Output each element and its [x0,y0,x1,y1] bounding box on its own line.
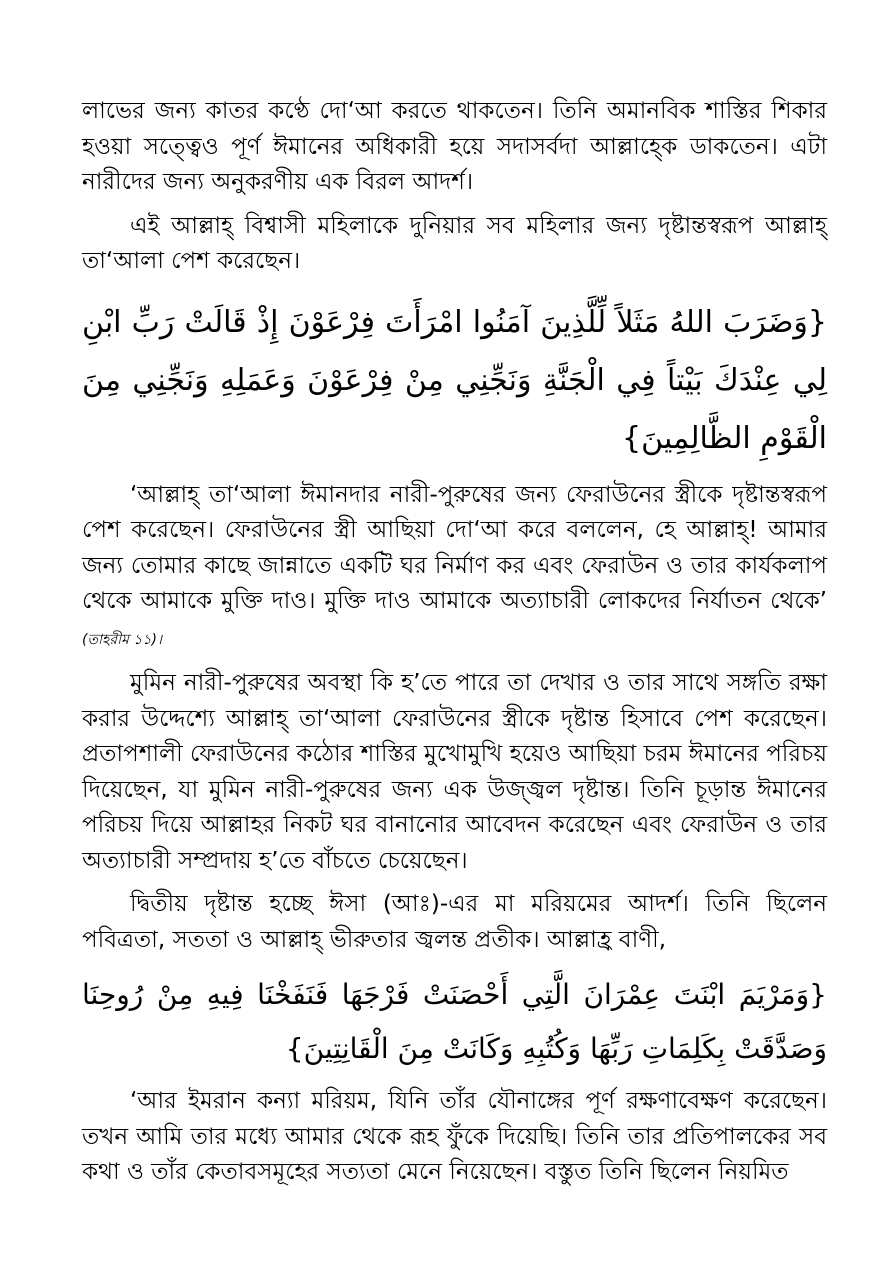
paragraph-4: মুমিন নারী-পুরুষের অবস্থা কি হ’তে পারে তা দেখার ও তার সাথে সঙ্গতি রক্ষা করার উদ্দেশ্যে আল্লাহ্ তা‘আলা ফেরাউনের স্ত্রীকে দৃষ্টান্ত হিসাবে পেশ করেছেন। প্রতাপশালী ফেরাউনের কঠোর শাস্তির মুখোমুখি হয়েও আছিয়া চরম ঈমানের পরিচয় দিয়েছেন, যা মুমিন নারী-পুরুষের জন্য এক উজ্জ্বল দৃষ্টান্ত। তিনি চূড়ান্ত ঈমানের পরিচয় দিয়ে আল্লাহর নিকট ঘর বানানোর আবেদন করেছেন এবং ফেরাউন ও তার অত্যাচারী সম্প্রদায় হ’তে বাঁচতে চেয়েছেন। [82,670,827,874]
verse-reference: (তাহরীম ১১)। [82,631,162,648]
paragraph-6: ‘আর ইমরান কন্যা মরিয়ম, যিনি তাঁর যৌনাঙ্গের পূর্ণ রক্ষণাবেক্ষণ করেছেন। তখন আমি তার মধ্যে আমার থেকে রূহ ফুঁকে দিয়েছি। তিনি তার প্রতিপালকের সব কথা ও তাঁর কেতাবসমূহের সত্যতা মেনে নিয়েছেন। বস্তুত তিনি ছিলেন নিয়মিত [82,1088,827,1185]
paragraph-3-text: ‘আল্লাহ্ তা‘আলা ঈমানদার নারী-পুরুষের জন্য ফেরাউনের স্ত্রীকে দৃষ্টান্তস্বরূপ পেশ করেছেন। ফেরাউনের স্ত্রী আছিয়া দো‘আ করে বললেন, হে আল্লাহ্! আমার জন্য তোমার কাছে জান্নাতে একটি ঘর নির্মাণ কর এবং ফেরাউন ও তার কার্যকলাপ থেকে আমাকে মুক্তি দাও। মুক্তি দাও আমাকে অত্যাচারী লোকদের নির্যাতন থেকে’ [82,481,827,614]
paragraph-1: লাভের জন্য কাতর কণ্ঠে দো‘আ করতে থাকতেন। তিনি অমানবিক শাস্তির শিকার হওয়া সত্ত্বেও পূর্ণ ঈমানের অধিকারী হয়ে সদাসর্বদা আল্লাহ্কে ডাকতেন। এটা নারীদের জন্য অনুকরণীয় এক বিরল আদর্শ। [82,98,827,195]
paragraph-2: এই আল্লাহ্ বিশ্বাসী মহিলাকে দুনিয়ার সব মহিলার জন্য দৃষ্টান্তস্বরূপ আল্লাহ্ তা‘আলা পেশ করেছেন। [82,212,827,274]
arabic-verse-1: {وَضَرَبَ اللهُ مَثَلاً لِّلَّذِينَ آمَنُوا امْرَأَتَ فِرْعَوْنَ إِذْ قَالَتْ رَبِّ ابْنِ لِي عِنْدَكَ بَيْتاً فِي الْجَنَّةِ وَنَجِّنِي مِنْ فِرْعَوْنَ وَعَمَلِهِ وَنَجِّنِي مِنَ الْقَوْمِ الظَّالِمِينَ} [82,304,827,456]
paragraph-3 [82,478,827,659]
document-page [82,94,827,1191]
arabic-verse-2: {وَمَرْيَمَ ابْنَتَ عِمْرَانَ الَّتِي أَحْصَنَتْ فَرْجَهَا فَنَفَخْنَا فِيهِ مِنْ رُوحِنَا وَصَدَّقَتْ بِكَلِمَاتِ رَبِّهَا وَكُتُبِهِ وَكَانَتْ مِنَ الْقَانِتِينَ} [82,978,827,1065]
paragraph-5: দ্বিতীয় দৃষ্টান্ত হচ্ছে ঈসা (আঃ)-এর মা মরিয়মের আদর্শ। তিনি ছিলেন পবিত্রতা, সততা ও আল্লাহ্ ভীরুতার জ্বলন্ত প্রতীক। আল্লাহ্র বাণী, [82,891,827,953]
